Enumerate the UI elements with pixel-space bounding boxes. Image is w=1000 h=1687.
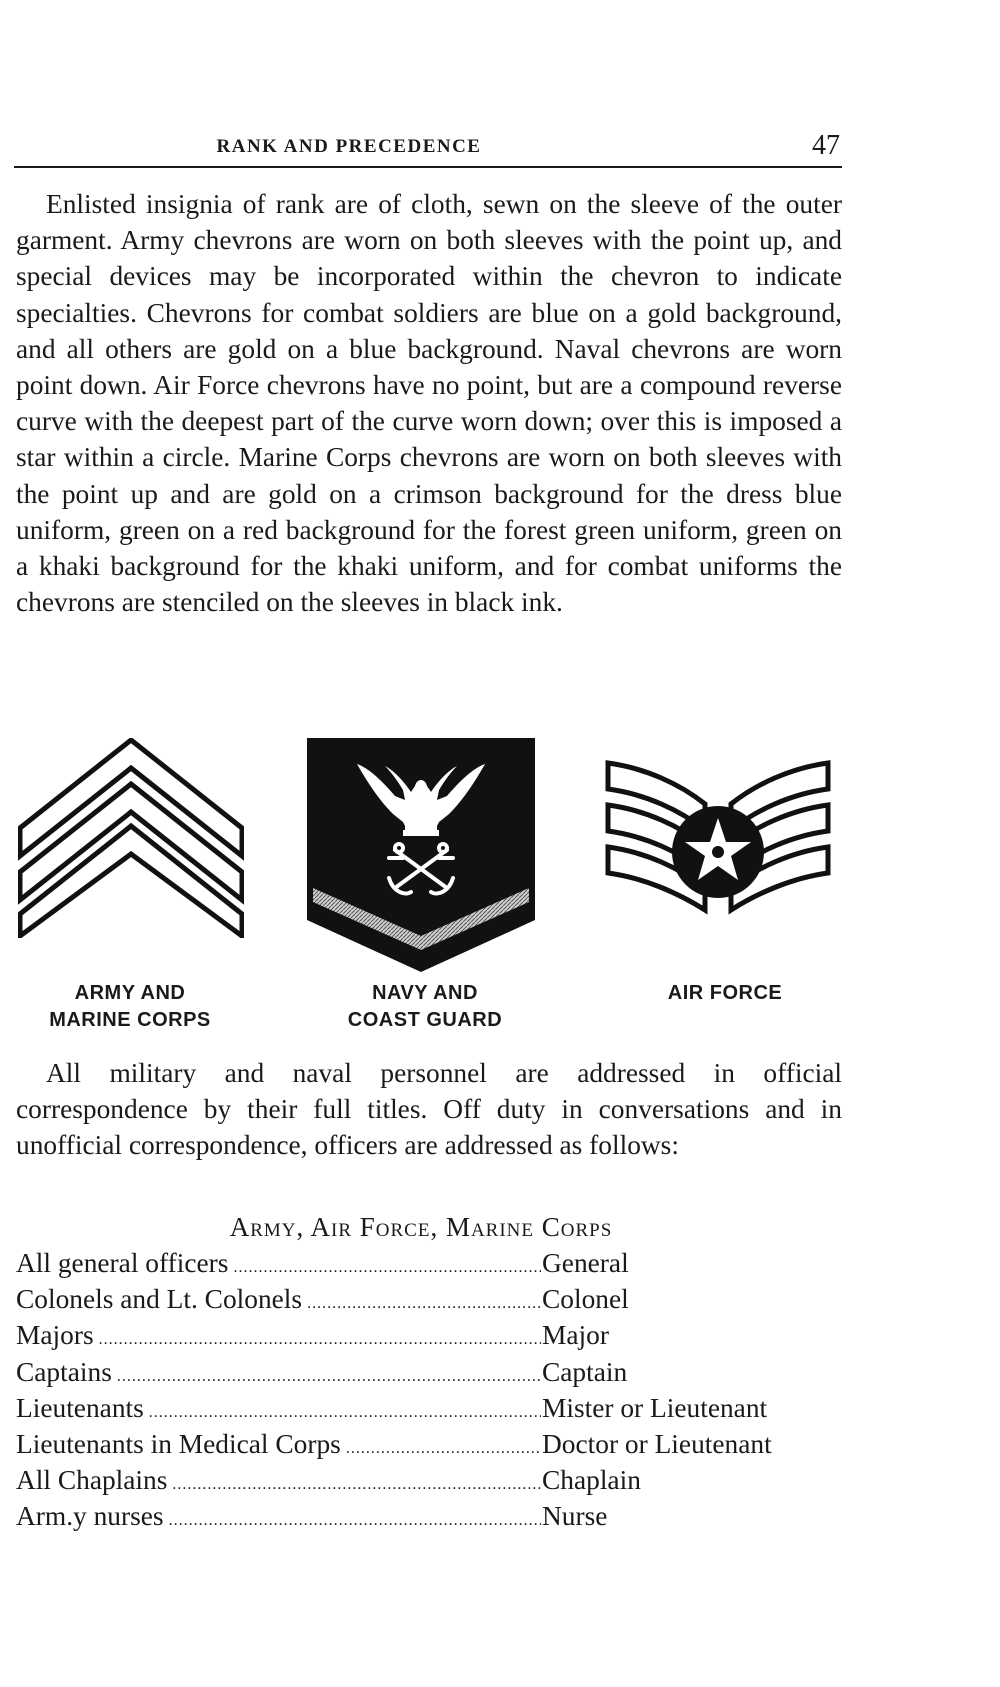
army-caption-line1: ARMY AND <box>74 982 186 1004</box>
address-cell: Nurse <box>542 1498 607 1534</box>
rank-cell: All Chaplains ..... <box>16 1462 541 1503</box>
address-table-heading: Army, Air Force, Marine Corps <box>229 1212 613 1242</box>
paragraph-enlisted-insignia: Enlisted insignia of rank are of cloth, sewn on the sleeve of the outer garment. Army chevrons are worn on both sleeves with the point up, and special devices may be incorporated within the chevron to indicate specialties. Chevrons for combat soldiers are blue on a gold background, and all others are gold on a blue background. Naval chevrons are worn point down. Air Force chevrons have no point, but are a compound reverse curve with the deepest part of the curve worn down; over this is imposed a star within a circle. Marine Corps chevrons are worn on both sleeves with the point up and are gold on a crimson background for the dress blue uniform, green on a red background for the forest green uniform, green on a khaki background for the khaki uniform, and for combat uniforms the chevrons are stenciled on the sleeves in black ink. <box>16 189 842 618</box>
table-row <box>16 1245 846 1281</box>
air-force-insignia-caption <box>645 980 805 1007</box>
address-cell: Mister or Lieutenant <box>542 1390 767 1426</box>
table-row <box>16 1390 846 1426</box>
navy-rating-badge-icon <box>307 738 535 972</box>
army-caption-line2: MARINE CORPS <box>49 1009 211 1031</box>
paragraph-forms-of-address: All military and naval personnel are addressed in official correspondence by their full titles. Off duty in conversations and in unofficial correspondence, officers are addressed as follows: <box>16 1058 842 1161</box>
navy-insignia-caption <box>320 980 530 1034</box>
address-cell: Captain <box>542 1354 627 1390</box>
address-cell: Colonel <box>542 1281 629 1317</box>
army-chevron-icon <box>18 738 244 938</box>
table-row <box>16 1281 846 1317</box>
rank-cell: Arm.y nurses ..... <box>16 1498 541 1539</box>
address-cell: Major <box>542 1317 609 1353</box>
rank-cell: Majors ..... <box>16 1317 541 1358</box>
rank-cell: Lieutenants ..... <box>16 1390 541 1431</box>
army-insignia-caption <box>20 980 240 1034</box>
address-cell: Chaplain <box>542 1462 641 1498</box>
table-row <box>16 1317 846 1353</box>
address-table <box>16 1245 846 1535</box>
table-row <box>16 1462 846 1498</box>
navy-caption-line1: NAVY AND <box>372 982 478 1004</box>
air-force-chevron-icon <box>605 760 831 930</box>
address-cell: Doctor or Lieutenant <box>542 1426 772 1462</box>
rank-cell: Lieutenants in Medical Corps ..... <box>16 1426 541 1467</box>
address-cell: General <box>542 1245 629 1281</box>
page-header <box>14 120 842 168</box>
rank-cell: Captains ..... <box>16 1354 541 1395</box>
table-row <box>16 1498 846 1534</box>
rank-cell: All general officers ..... <box>16 1245 541 1286</box>
rank-cell: Colonels and Lt. Colonels ..... <box>16 1281 541 1322</box>
table-row <box>16 1354 846 1390</box>
air-force-caption-line1: AIR FORCE <box>667 982 783 1004</box>
navy-caption-line2: COAST GUARD <box>347 1009 503 1031</box>
page-number: 47 <box>812 130 840 161</box>
table-row <box>16 1426 846 1462</box>
running-head: RANK AND PRECEDENCE <box>216 136 482 157</box>
